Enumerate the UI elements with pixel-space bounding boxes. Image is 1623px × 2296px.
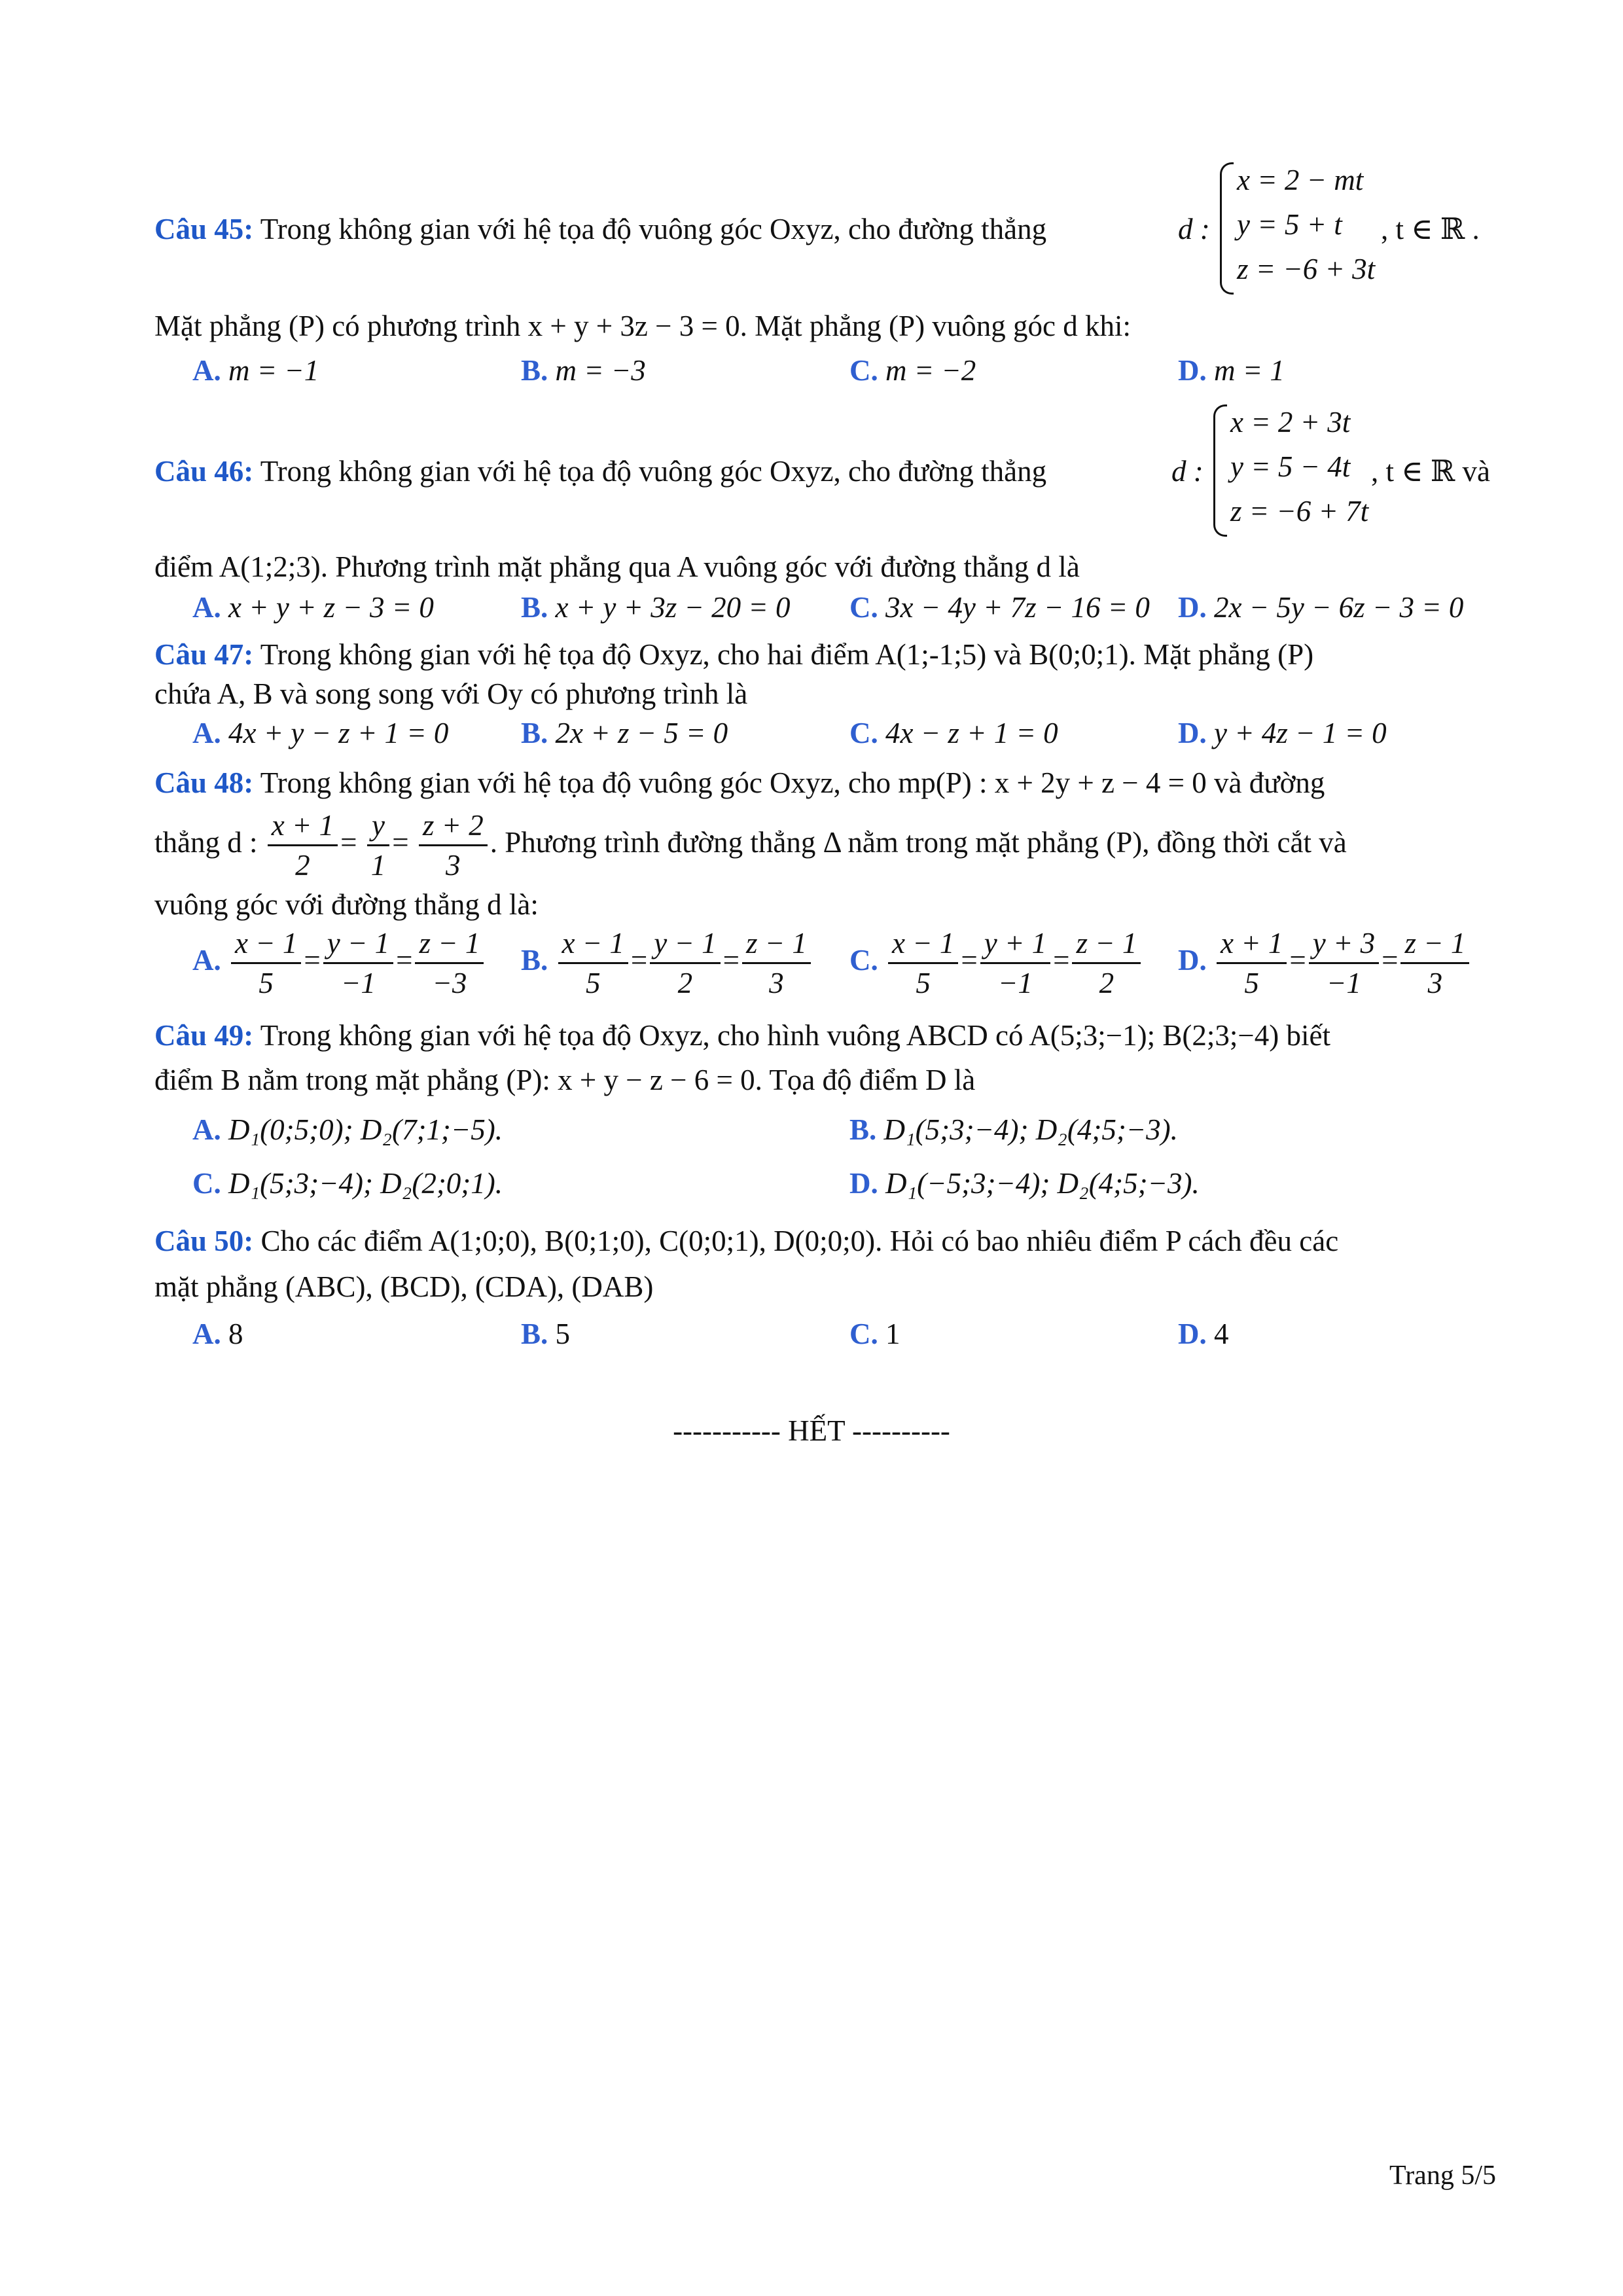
q47-stem: Trong không gian với hệ tọa độ Oxyz, cho hai điểm A(1;-1;5) và B(0;0;1). Mặt phẳng (P) [260,638,1314,671]
q47-option-b-letter: B. [521,717,548,749]
q48-c-frac-y-num: y + 1 [980,924,1050,964]
q46-sys-z: z = −6 + 7t [1230,495,1369,528]
q49-line1 [154,1016,1330,1055]
q48-d-opt-frac-x-den: 5 [1244,967,1259,999]
q48-option-a-letter: A. [192,943,221,977]
q48-option-a[interactable]: A. $\frac{x - 1}{5}$ = $\frac{y - 1}{-1}$ = $\frac{z - 1}{-3}$ [192,924,486,1002]
q45-option-c[interactable] [849,351,976,390]
q49-option-b-letter: B. [849,1113,877,1146]
q49-option-d-text: D₁(−5;3;−4); D₂(4;5;−3). [885,1167,1200,1200]
q46-option-d-letter: D. [1178,591,1207,624]
q48-d-frac-y-num: y [367,806,390,846]
q48-a-frac-x [231,924,301,1002]
q49-option-a[interactable] [192,1110,503,1149]
q46-param: , t ∈ ℝ và [1371,455,1490,488]
q45-option-d-text: m = 1 [1214,354,1285,387]
q48-d-opt-frac-z [1400,924,1469,1002]
q48-c-frac-x-den: 5 [916,967,931,999]
q47-option-d[interactable] [1178,713,1387,753]
q45-option-b-letter: B. [521,354,548,387]
q48-a-frac-x-num: x − 1 [231,924,301,964]
q46-line1 [154,452,1046,491]
q49-option-c[interactable] [192,1164,503,1203]
q46-option-c[interactable] [849,588,1150,627]
q49-option-c-letter: C. [192,1167,221,1200]
q50-stem: Cho các điểm A(1;0;0), B(0;1;0), C(0;0;1), D(0;0;0). Hỏi có bao nhiêu điểm P cách đều các [260,1225,1339,1257]
q45-dlabel: d : [1178,213,1210,245]
q48-line2-pre: thẳng d : [154,825,258,859]
q48-a-frac-y-num: y − 1 [323,924,393,964]
q46-options [154,588,1496,627]
q47-line1 [154,635,1313,674]
q45-stem: Trong không gian với hệ tọa độ vuông góc Oxyz, cho đường thẳng [260,213,1047,245]
q48-a-frac-z-den: −3 [432,967,467,999]
q48-c-frac-z-num: z − 1 [1072,924,1141,964]
q48-b-frac-x-den: 5 [585,967,601,999]
q47-option-c[interactable] [849,713,1058,753]
q45-option-b-text: m = −3 [555,354,646,387]
q45-option-a-text: m = −1 [228,354,319,387]
q49-stem: Trong không gian với hệ tọa độ Oxyz, cho hình vuông ABCD có A(5;3;−1); B(2;3;−4) biết [260,1019,1330,1052]
q50-option-c-text: 1 [885,1318,901,1350]
q49-line2: điểm B nằm trong mặt phẳng (P): x + y − z − 6 = 0. Tọa độ điểm D là [154,1064,976,1096]
q47-option-a-letter: A. [192,717,221,749]
q48-options [154,924,1496,1009]
q48-d-frac-z [419,806,488,884]
q46-option-c-letter: C. [849,591,878,624]
q48-a-frac-z-num: z − 1 [415,924,484,964]
q48-a-frac-z [415,924,484,1002]
q48-d-frac-z-num: z + 2 [419,806,488,846]
q46-option-a[interactable] [192,588,434,627]
q49-option-d-letter: D. [849,1167,878,1200]
q48-stem: Trong không gian với hệ tọa độ vuông góc Oxyz, cho mp(P) : x + 2y + z − 4 = 0 và đường [260,766,1325,799]
q48-b-frac-y [650,924,720,1002]
q47-option-d-text: y + 4z − 1 = 0 [1214,717,1387,749]
q45-options [154,351,1496,390]
q49-options-row2 [154,1164,1496,1203]
q47-line2: chứa A, B và song song với Oy có phương trình là [154,677,748,710]
q49-option-a-letter: A. [192,1113,221,1146]
q48-d-opt-frac-y-num: y + 3 [1309,924,1379,964]
q48-b-frac-y-num: y − 1 [650,924,720,964]
q49-label: Câu 49: [154,1019,254,1052]
q50-option-c-letter: C. [849,1318,878,1350]
q49-option-a-text: D₁(0;5;0); D₂(7;1;−5). [228,1113,503,1146]
q47-options [154,713,1496,753]
q48-line2-post: . Phương trình đường thẳng Δ nằm trong mặt phẳng (P), đồng thời cắt và [490,825,1347,859]
q48-d-frac-y [367,806,390,884]
q48-a-frac-y-den: −1 [340,967,376,999]
q48-option-b-letter: B. [521,943,548,977]
q48-option-c[interactable]: C. $\frac{x - 1}{5}$ = $\frac{y + 1}{-1}$ = $\frac{z - 1}{2}$ [849,924,1143,1002]
q45-brace [1220,162,1234,295]
q48-b-frac-y-den: 2 [677,967,693,999]
q48-d-frac-x [268,806,338,884]
q46-line2: điểm A(1;2;3). Phương trình mặt phẳng qua A vuông góc với đường thẳng d là [154,550,1080,583]
q46-option-a-text: x + y + z − 3 = 0 [228,591,434,624]
q49-option-b-text: D₁(5;3;−4); D₂(4;5;−3). [883,1113,1178,1146]
q47-option-c-text: 4x − z + 1 = 0 [885,717,1058,749]
q48-d-opt-frac-x-num: x + 1 [1217,924,1287,964]
q47-option-a[interactable] [192,713,448,753]
q48-label: Câu 48: [154,766,254,799]
q46-sys-x: x = 2 + 3t [1230,406,1351,439]
q48-a-frac-x-den: 5 [259,967,274,999]
q47-option-b-text: 2x + z − 5 = 0 [555,717,728,749]
q46-option-b-text: x + y + 3z − 20 = 0 [555,591,791,624]
q45-option-a[interactable] [192,351,319,390]
q46-brace [1213,404,1227,537]
q45-line1 [154,209,1046,249]
q46-stem: Trong không gian với hệ tọa độ vuông góc Oxyz, cho đường thẳng [260,455,1047,488]
q50-option-d[interactable] [1178,1314,1229,1354]
q50-option-b-letter: B. [521,1318,548,1350]
q46-option-d-text: 2x − 5y − 6z − 3 = 0 [1214,591,1464,624]
q47-option-d-letter: D. [1178,717,1207,749]
q50-option-a-text: 8 [228,1318,243,1350]
q45-option-c-text: m = −2 [885,354,976,387]
q50-option-b[interactable] [521,1314,570,1354]
q48-d-frac-z-den: 3 [446,849,461,882]
q50-option-b-text: 5 [555,1318,571,1350]
q47-label: Câu 47: [154,638,254,671]
q45-option-b[interactable] [521,351,646,390]
q48-b-frac-z-num: z − 1 [742,924,811,964]
q45-sys-z: z = −6 + 3t [1237,253,1376,285]
q50-option-d-letter: D. [1178,1318,1207,1350]
q48-d-frac-x-den: 2 [295,849,310,882]
q48-c-frac-x-num: x − 1 [888,924,958,964]
q48-b-frac-x [558,924,628,1002]
q48-c-frac-x [888,924,958,1002]
q48-line2: thẳng d : $\frac{x + 1}{2}$ = $\frac{y}{1}$ = $\frac{z + 2}{3}$ . Phương trình đường thẳng Δ nằm trong mặt phẳng (P), đồng thời cắt và [154,806,1347,884]
q45-label: Câu 45: [154,213,254,245]
q50-option-c[interactable] [849,1314,901,1354]
q46-option-d[interactable] [1178,588,1463,627]
q45-option-d-letter: D. [1178,354,1207,387]
q48-d-opt-frac-y-den: −1 [1326,967,1361,999]
q46-dlabel: d : [1171,455,1204,488]
q47-option-a-text: 4x + y − z + 1 = 0 [228,717,449,749]
q48-d-opt-frac-y [1309,924,1379,1002]
q45-option-c-letter: C. [849,354,878,387]
q46-option-c-text: 3x − 4y + 7z − 16 = 0 [885,591,1150,624]
q45-sys-y: y = 5 + t [1237,208,1342,241]
q48-line1 [154,763,1325,802]
q48-d-frac-x-num: x + 1 [268,806,338,846]
q48-option-d-letter: D. [1178,943,1207,977]
q48-option-b[interactable]: B. $\frac{x - 1}{5}$ = $\frac{y - 1}{2}$ = $\frac{z - 1}{3}$ [521,924,813,1002]
q48-c-frac-z-den: 2 [1099,967,1115,999]
q48-c-frac-y [980,924,1050,1002]
q48-d-opt-frac-x [1217,924,1287,1002]
q49-option-c-text: D₁(5;3;−4); D₂(2;0;1). [228,1167,503,1200]
q50-option-d-text: 4 [1214,1318,1229,1350]
end-marker: ----------- HẾT ---------- [673,1414,950,1447]
q48-c-frac-y-den: −1 [997,967,1033,999]
q46-option-a-letter: A. [192,591,221,624]
q45-option-d[interactable] [1178,351,1285,390]
q48-option-c-letter: C. [849,943,878,977]
q45-line2: Mặt phẳng (P) có phương trình x + y + 3z − 3 = 0. Mặt phẳng (P) vuông góc d khi: [154,310,1132,342]
q45-option-a-letter: A. [192,354,221,387]
q46-sys-y: y = 5 − 4t [1230,450,1351,483]
q50-line2: mặt phẳng (ABC), (BCD), (CDA), (DAB) [154,1270,654,1303]
q48-d-opt-frac-z-num: z − 1 [1400,924,1469,964]
q48-option-d[interactable]: D. $\frac{x + 1}{5}$ = $\frac{y + 3}{-1}$ = $\frac{z - 1}{3}$ [1178,924,1472,1002]
q50-label: Câu 50: [154,1225,254,1257]
q48-c-frac-z [1072,924,1141,1002]
q49-option-b[interactable] [849,1110,1178,1149]
q47-option-b[interactable] [521,713,728,753]
q50-option-a-letter: A. [192,1318,221,1350]
q45-param: , t ∈ ℝ . [1381,213,1480,245]
q46-option-b[interactable] [521,588,790,627]
q48-d-opt-frac-z-den: 3 [1427,967,1443,999]
q48-b-frac-z-den: 3 [769,967,784,999]
q46-label: Câu 46: [154,455,254,488]
q50-line1 [154,1221,1338,1261]
q48-line3: vuông góc với đường thẳng d là: [154,888,539,921]
q49-option-d[interactable] [849,1164,1200,1203]
q47-option-c-letter: C. [849,717,878,749]
q45-sys-x: x = 2 − mt [1237,164,1364,196]
q50-options [154,1314,1496,1354]
q50-option-a[interactable] [192,1314,243,1354]
q49-options-row1 [154,1110,1496,1149]
q48-b-frac-x-num: x − 1 [558,924,628,964]
q48-b-frac-z [742,924,811,1002]
page-number: Trang 5/5 [1389,2161,1496,2191]
q48-d-frac-y-den: 1 [370,849,386,882]
q48-a-frac-y [323,924,393,1002]
q46-option-b-letter: B. [521,591,548,624]
